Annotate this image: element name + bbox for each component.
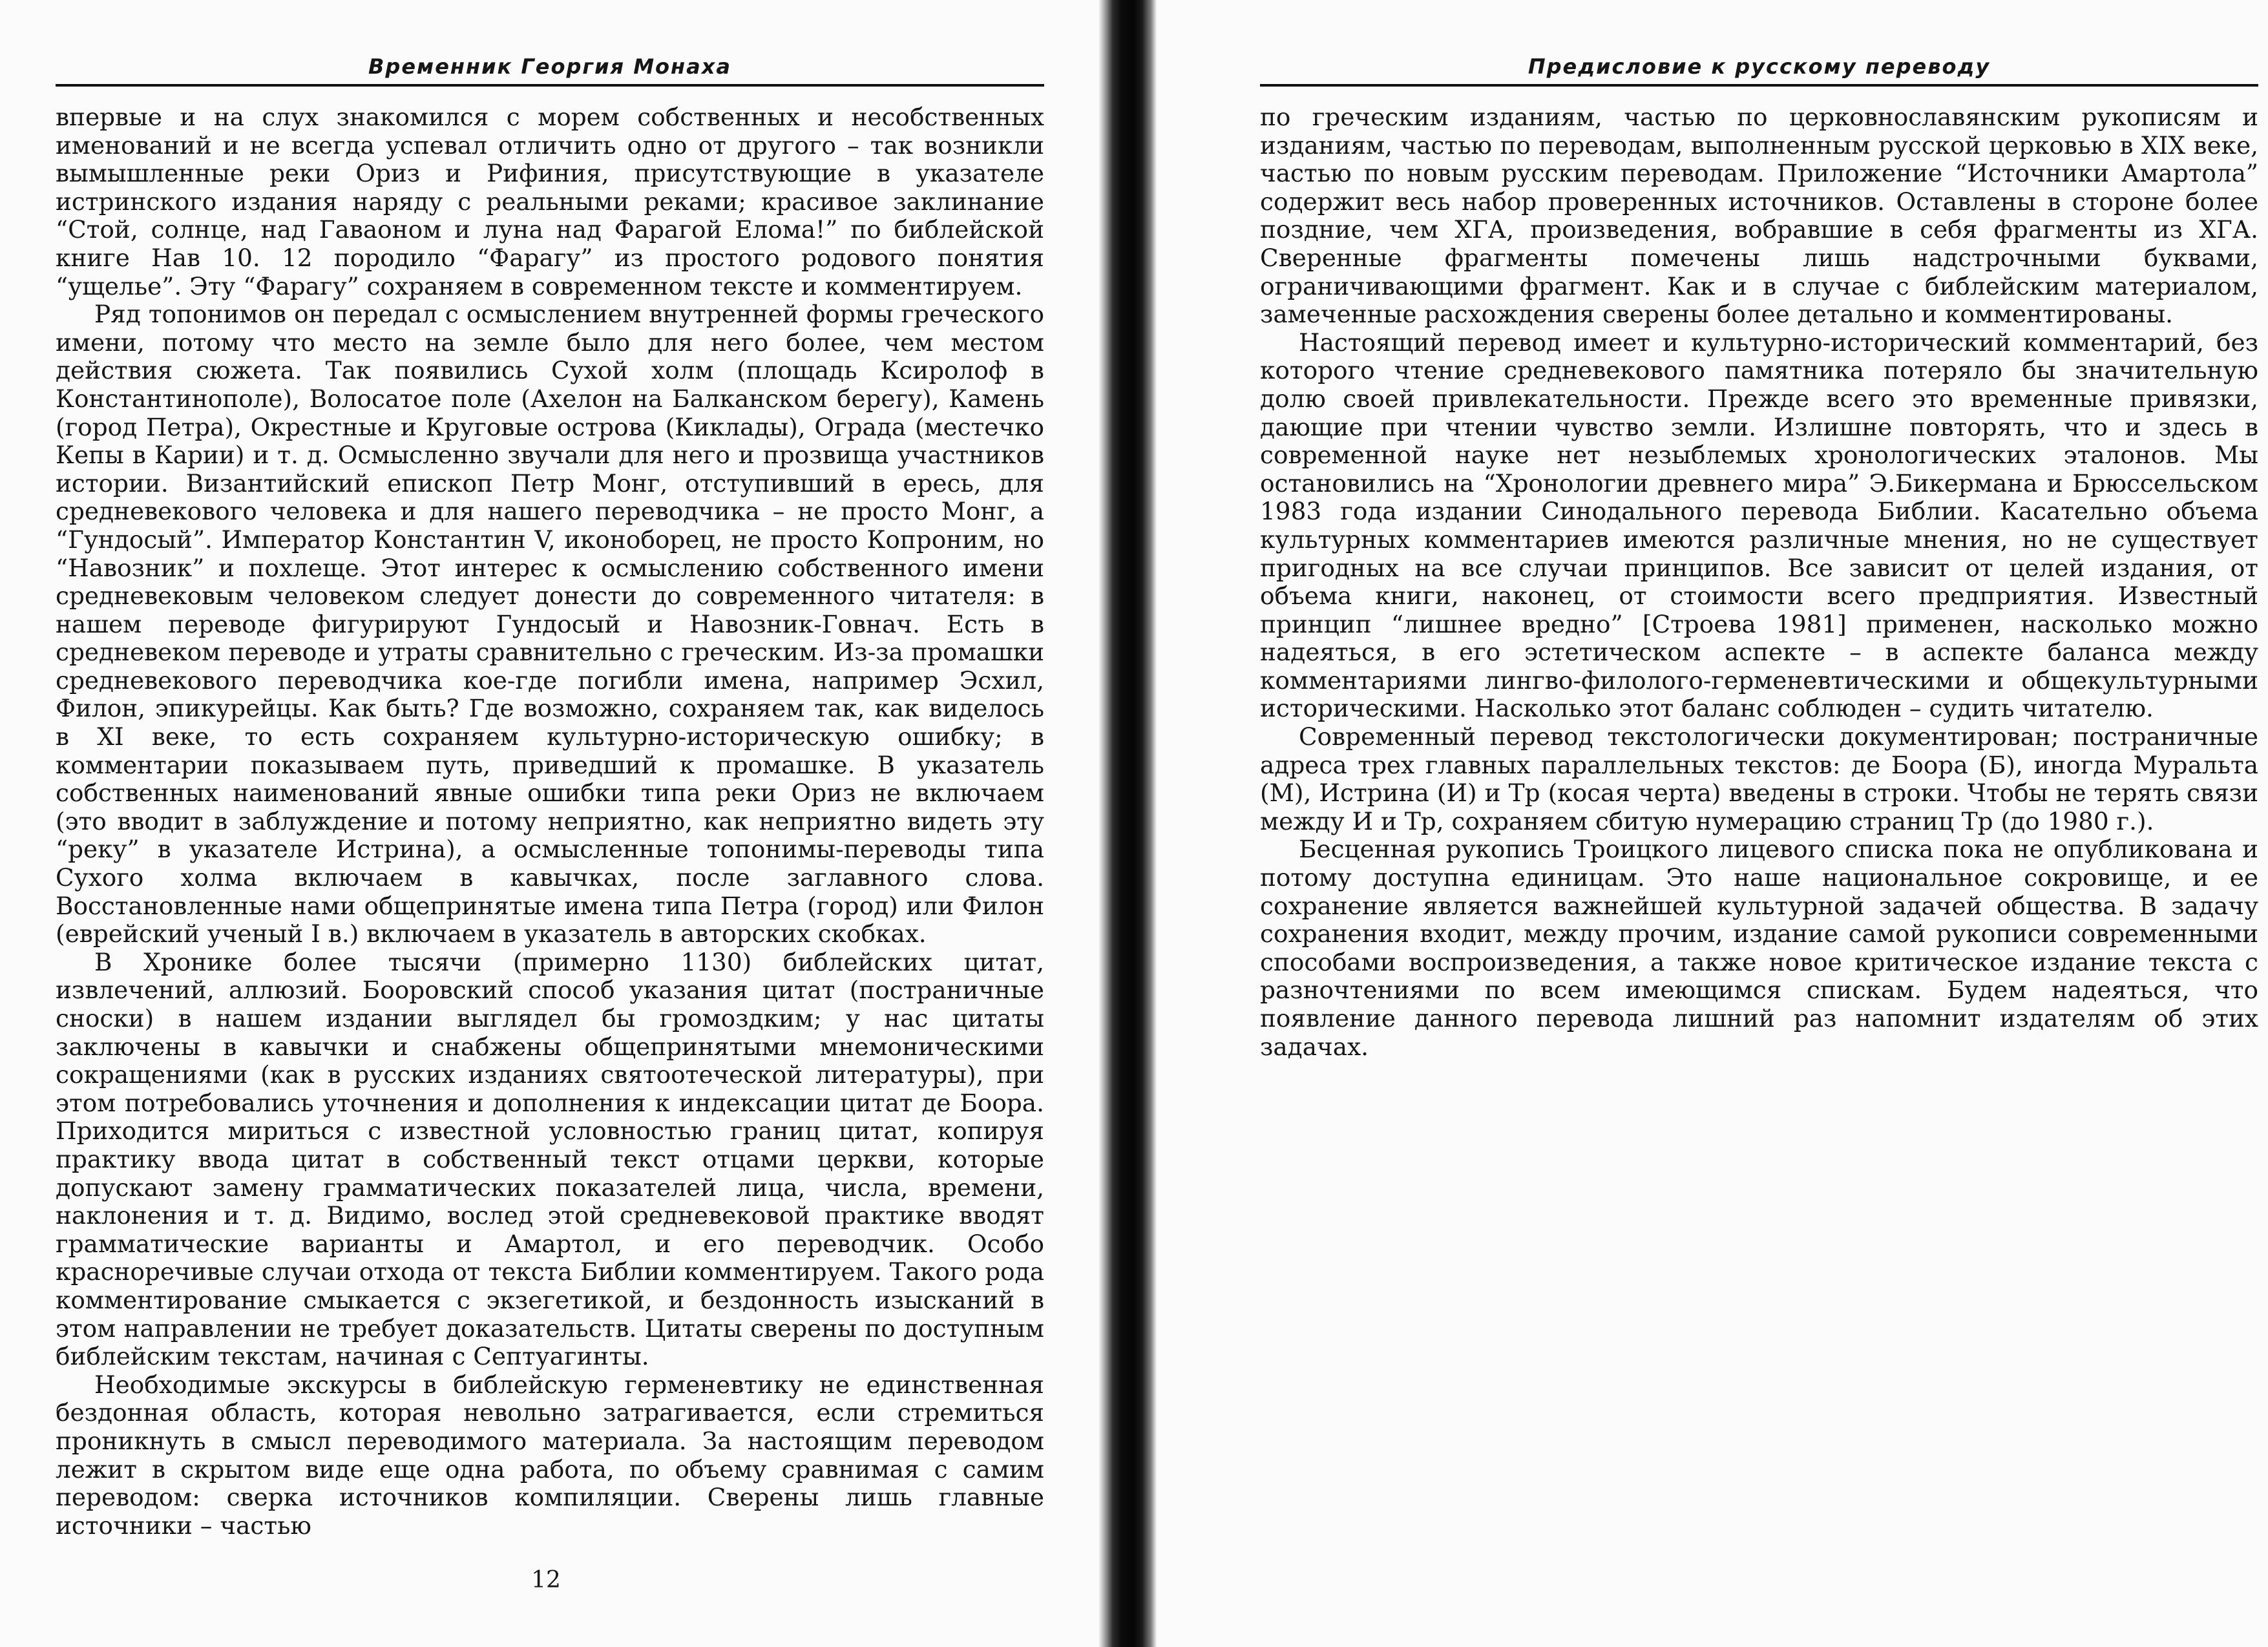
paragraph: В Хронике более тысячи (примерно 1130) библейских цитат, извлечений, аллюзий. Бооровский способ указания цитат (постраничные сноски) в нашем издании выглядел бы громоздким; у нас цитаты заключены в кавычки и снабжены общепринятыми мнемоническими сокращениями (как в русских изданиях святоотеческой литературы), при этом потребовались уточнения и дополнения к индексации цитат де Боора. Приходится мириться с известной условностью границ цитат, копируя практику ввода цитат в собственный текст отцами церкви, которые допускают замену грамматических показателей лица, числа, времени, наклонения и т. д. Видимо, вослед этой средневековой практике вводят грамматические варианты и Амартол, и его переводчик. Особо красноречивые случаи отхода от текста Библии комментируем. Такого рода комментирование смыкается с экзегетикой, и бездонность изысканий в этом направлении не требует доказательств. Цитаты сверены по доступным библейским текстам, начиная с Септуагинты. [56,947,1044,1371]
running-header: Предисловие к русскому переводу [1260,50,2258,87]
right-page-body [1260,103,2258,1061]
left-page-body [56,103,1044,1540]
paragraph: по греческим изданиям, частью по церковнославянским рукописям и изданиям, частью по переводам, выполненным русской церковью в XIX веке, частью по новым русским переводам. Приложение “Источники Амартола” содержит весь набор проверенных источников. Оставлены в стороне более поздние, чем ХГА, произведения, вобравшие в себя фрагменты из ХГА. Сверенные фрагменты помечены лишь надстрочными буквами, ограничивающими фрагмент. Как и в случае с библейским материалом, замеченные расхождения сверены более детально и комментированы. [1260,103,2258,329]
paragraph: Настоящий перевод имеет и культурно-исторический комментарий, без которого чтение средневекового памятника потеряло бы значительную долю своей привлекательности. Прежде всего это временные привязки, дающие при чтении чувство земли. Излишне повторять, что и здесь в современной науке нет незыблемых хронологических эталонов. Мы остановились на “Хронологии древнего мира” Э.Бикермана и Брюссельском 1983 года издании Синодального перевода Библии. Касательно объема культурных комментариев имеются различные мнения, но не существует пригодных на все случаи принципов. Все зависит от целей издания, от объема книги, наконец, от стоимости всего предприятия. Известный принцип “лишнее вредно” [Строева 1981] применен, насколько можно надеяться, в его эстетическом аспекте – в аспекте баланса между комментариями лингво-филолого-герменевтическими и общекультурными историческими. Насколько этот баланс соблюден – судить читателю. [1260,328,2258,723]
paragraph: впервые и на слух знакомился с морем собственных и несобственных именований и не всегда успевал отличить одно от другого – так возникли вымышленные реки Ориз и Рифиния, присутствующие в указателе истринского издания наряду с реальными реками; красивое заклинание “Стой, солнце, над Гаваоном и луна над Фарагой Елома!” по библейской книге Нав 10. 12 породило “Фарагу” из простого родового понятия “ущелье”. Эту “Фарагу” сохраняем в современном тексте и комментируем. [56,103,1044,300]
left-page [0,0,1098,1647]
paragraph: Ряд топонимов он передал с осмыслением внутренней формы греческого имени, потому что место на земле было для него более, чем местом действия сюжета. Так появились Сухой холм (площадь Ксиролоф в Константинополе), Волосатое поле (Ахелон на Балканском берегу), Камень (город Петра), Окрестные и Круговые острова (Киклады), Ограда (местечко Кепы в Карии) и т. д. Осмысленно звучали для него и прозвища участников истории. Византийский епископ Петр Монг, отступивший в ересь, для средневекового человека и для нашего переводчика – не просто Монг, а “Гундосый”. Император Константин V, иконоборец, не просто Копроним, но “Навозник” и похлеще. Этот интерес к осмыслению собственного имени средневековым человеком следует донести до современного читателя: в нашем переводе фигурируют Гундосый и Навозник-Говнач. Есть в средневеком переводе и утраты сравнительно с греческим. Из-за промашки средневекового переводчика кое-где погибли имена, например Эсхил, Филон, эпикурейцы. Как быть? Где возможно, сохраняем так, как виделось в XI веке, то есть сохраняем культурно-историческую ошибку; в комментарии показываем путь, приведший к промашке. В указатель собственных наименований явные ошибки типа реки Ориз не включаем (это вводит в заблуждение и потому неприятно, как неприятно видеть эту “реку” в указателе Истрина), а осмысленные топонимы-переводы типа Сухого холма включаем в кавычках, после заглавного слова. Восстановленные нами общепринятые имена типа Петра (город) или Филон (еврейский ученый I в.) включаем в указатель в авторских скобках. [56,300,1044,949]
running-header: Временник Георгия Монаха [56,50,1044,87]
paragraph: Современный перевод текстологически документирован; постраничные адреса трех главных параллельных текстов: де Боора (Б), иногда Муральта (М), Истрина (И) и Тр (косая черта) введены в строки. Чтобы не терять связи между И и Тр, сохраняем сбитую нумерацию страниц Тр (до 1980 г.). [1260,722,2258,835]
paragraph: Необходимые экскурсы в библейскую герменевтику не единственная бездонная область, которая невольно затрагивается, если стремиться проникнуть в смысл переводимого материала. За настоящим переводом лежит в скрытом виде еще одна работа, по объему сравнимая с самим переводом: сверка источников компиляции. Сверены лишь главные источники – частью [56,1370,1044,1540]
book-spine-gutter [1098,0,1157,1647]
page-number: 12 [531,1567,561,1593]
paragraph: Бесценная рукопись Троицкого лицевого списка пока не опубликована и потому доступна единицам. Это наше национальное сокровище, и ее сохранение является важнейшей культурной задачей общества. В задачу сохранения входит, между прочим, издание самой рукописи современными способами воспроизведения, а также новое критическое издание текста с разночтениями по всем имеющимся спискам. Будем надеяться, что появление данного перевода лишний раз напомнит издателям об этих задачах. [1260,835,2258,1061]
